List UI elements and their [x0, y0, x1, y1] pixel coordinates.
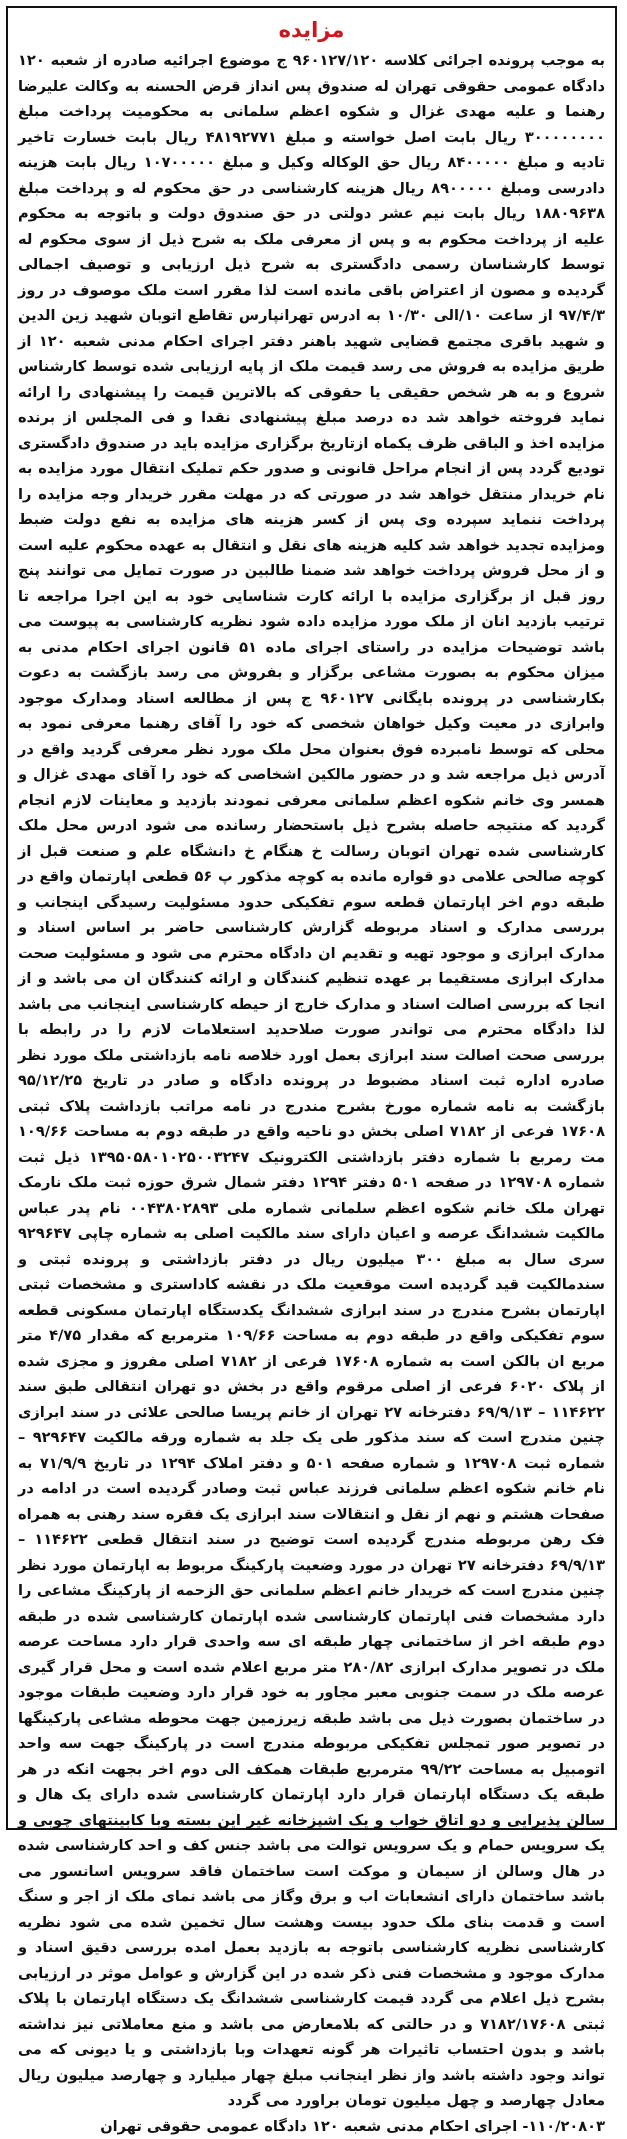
notice-signature: ۱۱۰/۲۰۸۰۳- اجرای احکام مدنی شعبه ۱۲۰ دادگاه عمومی حقوقی تهران	[100, 2117, 605, 2135]
notice-body: به موجب پرونده اجرائی کلاسه ۹۶۰۱۲۷/۱۲۰ ج موضوع اجرائیه صادره از شعبه ۱۲۰ دادگاه عمومی حقوقی تهران له صندوق پس انداز قرض الحسنه به وکالت علیرضا رهنما و علیه مهدی غزال و شکوه اعظم سلمانی به محکومیت پرداخت مبلغ ۳۰۰۰۰۰۰۰۰ ریال بابت اصل خواسته و مبلغ ۴۸۱۹۲۷۷۱ ریال بابت خسارت تاخیر تادیه و مبلغ ۸۴۰۰۰۰۰ ریال حق الوکاله وکیل و مبلغ ۱۰۷۰۰۰۰۰ ریال بابت هزینه دادرسی ومبلغ ۸۹۰۰۰۰۰ ریال هزینه کارشناسی در حق محکوم له و پرداخت مبلغ ۱۸۸۰۹۶۳۸ ریال بابت نیم عشر دولتی در حق صندوق دولت و باتوجه به محکوم علیه از پرداخت محکوم به و پس از معرفی ملک به شرح ذیل از سوی محکوم له توسط کارشناسان رسمی دادگستری به شرح ذیل ارزیابی و توصیف اجمالی گردیده و مصون از اعتراض باقی مانده است لذا مقرر است ملک موصوف در روز ۹۷/۴/۳ از ساعت ۱۰/الی ۱۰/۳۰ به ادرس تهرانپارس تقاطع اتوبان شهید زین الدین و شهید باقری مجتمع قضایی شهید باهنر دفتر اجرای احکام مدنی شعبه ۱۲۰ از طریق مزایده به فروش می رسد قیمت ملک از پایه ارزیابی شده توسط کارشناس شروع و به هر شخص حقیقی یا حقوقی که بالاترین قیمت را پیشنهادی را ارائه نماید فروخته خواهد شد ده درصد مبلغ پیشنهادی نقدا و فی المجلس از برنده مزایده اخذ و الباقی ظرف یکماه ازتاریخ برگزاری مزایده باید در صندوق دادگستری تودیع گردد پس از انجام مراحل قانونی و صدور حکم تملیک انتقال مورد مزایده به نام خریدار منتقل خواهد شد در صورتی که در مهلت مقرر خریدار وجه مزایده را پرداخت ننماید سپرده وی پس از کسر هزینه های مزایده به نفع دولت ضبط ومزایده تجدید خواهد شد کلیه هزینه های نقل و انتقال به عهده محکوم علیه است و از محل فروش پرداخت خواهد شد ضمنا طالبین در صورت تمایل می توانند پنج روز قبل از برگزاری مزایده با ارائه کارت شناسایی خود به این اجرا مراجعه تا ترتیب بازدید انان از ملک مورد مزایده داده شود نظریه کارشناسی به پیوست می باشد توضیحات مزایده در راستای اجرای ماده ۵۱ قانون اجرای احکام مدنی به میزان محکوم به بصورت مشاعی برگزار و بفروش می رسد بازگشت به دعوت بکارشناسی در پرونده بایگانی ۹۶۰۱۲۷ ج پس از مطالعه اسناد ومدارک موجود وابرازی در معیت وکیل خواهان شخصی که خود را آقای رهنما معرفی نمود به محلی که توسط نامبرده فوق بعنوان محل ملک مورد نظر معرفی گردید واقع در آدرس ذیل مراجعه شد و در حضور مالکین اشخاصی که خود را آقای مهدی غزال و همسر وی خانم شکوه اعظم سلمانی معرفی نمودند بازدید و معاینات لازم انجام گردید که منتیجه حاصله بشرح ذیل باستحضار رسانده می شود ادرس محل ملک کارشناسی شده تهران اتوبان رسالت خ هنگام خ دانشگاه علم و صنعت قبل از کوچه صالحی علامی دو قواره مانده به کوچه مذکور پ ۵۶ قطعی اپارتمان واقع در طبقه دوم اخر اپارتمان قطعه سوم تفکیکی حدود مسئولیت رسیدگی اینجانب و بررسی مدارک و اسناد مربوطه گزارش کارشناسی حاضر بر اساس اسناد و مدارک ابرازی و موجود تهیه و تقدیم ان دادگاه محترم می شود و مسئولیت صحت مدارک ابرازی مستقیما بر عهده تنظیم کنندگان و ارائه کنندگان ان می باشد و از انجا که بررسی اصالت اسناد و مدارک خارج از حیطه کارشناسی اینجانب می باشد لذا دادگاه محترم می تواندر صورت صلاحدید استعلامات لازم را در رابطه با بررسی صحت اصالت سند ابرازی بعمل اورد خلاصه نامه بازداشتی ملک مورد نظر صادره اداره ثبت اسناد مضبوط در پرونده دادگاه و صادر در تاریخ ۹۵/۱۲/۲۵ بازگشت به نامه شماره مورخ بشرح مندرج در نامه مراتب بازداشت پلاک ثبتی ۱۷۶۰۸ فرعی از ۷۱۸۲ اصلی بخش دو ناحیه واقع در طبقه دوم به مساحت ۱۰۹/۶۶ مت رمربع با شماره دفتر بازداشتی الکترونیک ۱۳۹۵۰۵۸۰۱۰۲۵۰۰۳۲۴۷ ذیل ثبت شماره ۱۲۹۷۰۸ در صفحه ۵۰۱ دفتر ۱۲۹۴ دفتر شمال شرق حوزه ثبت ملک نارمک تهران ملک خانم شکوه اعظم سلمانی شماره ملی ۰۰۴۳۸۰۲۸۹۳ نام پدر عباس مالکیت ششدانگ عرصه و اعیان دارای سند مالکیت اصلی به شماره چاپی ۹۲۹۶۴۷ سری سال به مبلغ ۳۰۰ میلیون ریال در دفتر بازداشتی و پرونده ثبتی و سندمالکیت قید گردیده است موقعیت ملک در نقشه کاداستری و مشخصات ثبتی اپارتمان بشرح مندرج در سند ابرازی ششدانگ یکدستگاه اپارتمان مسکونی قطعه سوم تفکیکی واقع در طبقه دوم به مساحت ۱۰۹/۶۶ مترمربع که مقدار ۴/۷۵ متر مربع ان بالکن است به شماره ۱۷۶۰۸ فرعی از ۷۱۸۲ اصلی مفروز و مجزی شده از پلاک ۶۰۲۰ فرعی از اصلی مرقوم واقع در بخش دو تهران انتقالی طبق سند ۱۱۴۶۲۲ – ۶۹/۹/۱۳ دفترخانه ۲۷ تهران از خانم پریسا صالحی علائی در سند ابرازی چنین مندرج است که سند مذکور طی یک جلد به شماره ورقه مالکیت ۹۲۹۶۴۷ – شماره ثبت ۱۲۹۷۰۸ و شماره صفحه ۵۰۱ و دفتر املاک ۱۲۹۴ در تاریخ ۷۱/۹/۹ به نام خانم شکوه اعظم سلمانی فرزند عباس ثبت وصادر گردیده است در ادامه در صفحات هشتم و نهم از نقل و انتقالات سند ابرازی یک فقره سند رهنی به همراه فک رهن مربوطه مندرج گردیده است توضیح در سند انتقال قطعی ۱۱۴۶۲۲ – ۶۹/۹/۱۳ دفترخانه ۲۷ تهران در مورد وضعیت پارکینگ مربوط به اپارتمان مورد نظر چنین مندرج است که خریدار خانم اعظم سلمانی حق الزحمه از پارکینگ مشاعی را دارد مشخصات فنی اپارتمان کارشناسی شده اپارتمان کارشناسی شده در طبقه دوم طبقه اخر از ساختمانی چهار طبقه ای سه واحدی قرار دارد مساحت عرصه ملک در تصویر مدارک ابرازی ۲۸۰/۸۲ متر مربع اعلام شده است و محل قرار گیری عرصه ملک در سمت جنوبی معبر مجاور به خود قرار دارد وضعیت طبقات موجود در ساختمان بصورت ذیل می باشد طبقه زیرزمین جهت محوطه مشاعی پارکینگها در تصویر صور تمجلس تفکیکی مربوطه مندرج است در پارکینگ جهت سه واحد اتومبیل به مساحت ۹۹/۲۲ مترمربع طبقات همکف الی دوم اخر بجهت انکه در هر طبقه یک دستگاه اپارتمان قرار دارد اپارتمان کارشناسی شده دارای یک هال و سالن پذیرایی و دو اتاق خواب و یک اشپزخانه غیر این بسته وبا کابینتهای چوبی و یک سرویس حمام و یک سرویس توالت می باشد جنس کف و احد کارشناسی شده در هال وسالن از سیمان و موکت است ساختمان فاقد سرویس اسانسور می باشد ساختمان دارای انشعابات اب و برق وگاز می باشد نمای ملک از اجر و سنگ است و قدمت بنای ملک حدود بیست وهشت سال تخمین شده می شود نظریه کارشناسی نظریه کارشناسی باتوجه به بازدید بعمل امده بررسی دقیق اسناد و مدارک موجود و مشخصات فنی ذکر شده در این گزارش و عوامل موثر در ارزیابی بشرح ذیل اعلام می گردد قیمت کارشناسی ششدانگ یک دستگاه اپارتمان با پلاک ثبتی ۷۱۸۲/۱۷۶۰۸ و در حالتی که بلامعارض می باشد و منع معاملاتی نیز نداشته باشد و بدون احتساب تاثیرات هر گونه تعهدات وبا بازداشتی و یا دیونی که می تواند وجود داشته باشد واز نظر اینجانب مبلغ چهار میلیارد و چهارصد میلیون ریال معادل چهارصد و چهل میلیون تومان براورد می گردد	[18, 52, 606, 2109]
notice-title: مزایده	[278, 18, 345, 42]
auction-notice	[6, 6, 617, 2135]
